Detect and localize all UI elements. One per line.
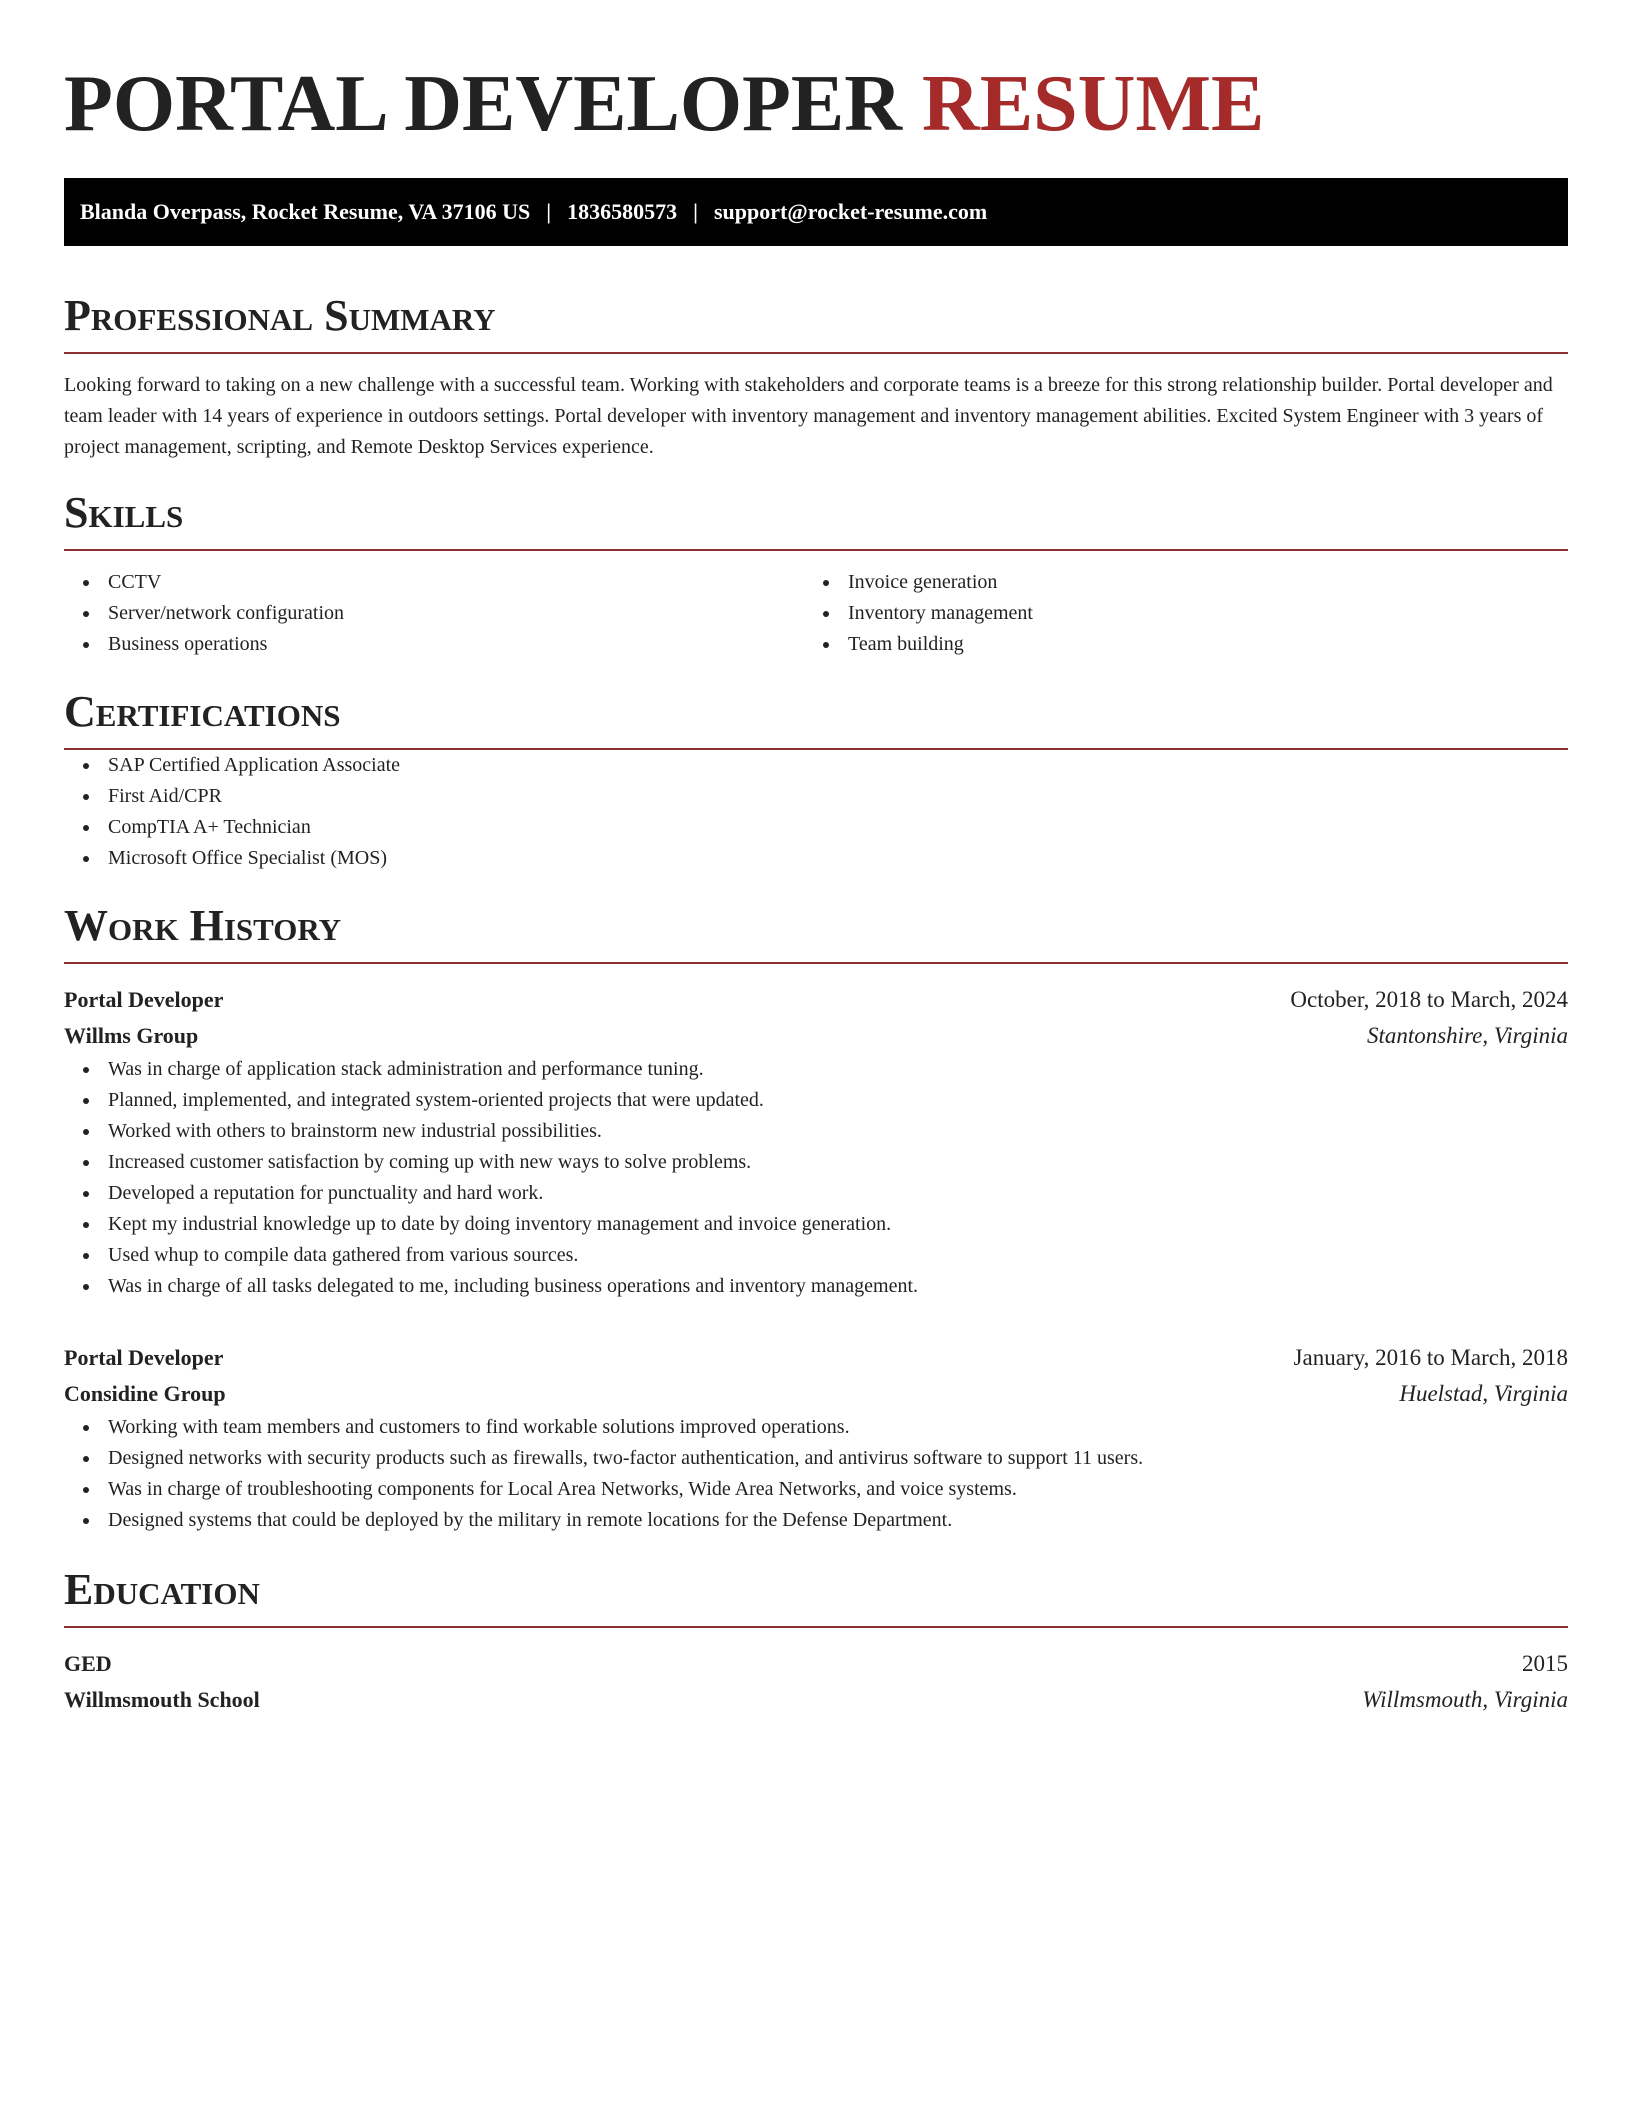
education-school: Willmsmouth School xyxy=(64,1687,260,1712)
job-bullet: Used whup to compile data gathered from various sources. xyxy=(64,1240,1568,1271)
skills-right-column xyxy=(804,567,1544,660)
skill-item: Team building xyxy=(804,629,1544,660)
title-accent: RESUME xyxy=(922,60,1265,148)
job-title: Portal Developer xyxy=(64,1345,224,1370)
job-location: Stantonshire, Virginia xyxy=(1366,1023,1568,1048)
summary-text: Looking forward to taking on a new challenge with a successful team. Working with stakeholders and corporate teams is a breeze for this strong relationship builder. Portal developer and team leader with 14 years of experience in outdoors settings. Portal developer with inventory management and inventory management abilities. Excited System Engineer with 3 years of project management, scripting, and Remote Desktop Services experience. xyxy=(64,374,1553,458)
skill-item: Inventory management xyxy=(804,598,1544,629)
certification-item: Microsoft Office Specialist (MOS) xyxy=(64,843,1568,874)
education-heading: Education xyxy=(64,1565,260,1614)
job-bullet: Was in charge of troubleshooting components for Local Area Networks, Wide Area Networks, and voice systems. xyxy=(64,1474,1568,1505)
section-divider xyxy=(64,352,1568,354)
job-header-row xyxy=(64,982,1568,1018)
job-dates: October, 2018 to March, 2024 xyxy=(1290,987,1568,1012)
section-divider xyxy=(64,962,1568,964)
certification-item: SAP Certified Application Associate xyxy=(64,750,1568,781)
education-school-row xyxy=(64,1682,1568,1718)
summary-heading: Professional Summary xyxy=(64,291,496,340)
contact-separator: | xyxy=(546,199,552,224)
job-bullet: Developed a reputation for punctuality and hard work. xyxy=(64,1178,1568,1209)
education-location: Willmsmouth, Virginia xyxy=(1362,1687,1568,1712)
education-header-row xyxy=(64,1646,1568,1682)
summary-section xyxy=(64,290,1568,463)
section-divider xyxy=(64,549,1568,551)
education-year: 2015 xyxy=(1522,1651,1568,1676)
job-bullet: Designed systems that could be deployed by the military in remote locations for the Defense Department. xyxy=(64,1505,1568,1536)
work-history-heading: Work History xyxy=(64,901,342,950)
contact-email: support@rocket-resume.com xyxy=(713,199,988,224)
job-bullet: Worked with others to brainstorm new industrial possibilities. xyxy=(64,1116,1568,1147)
job-responsibilities xyxy=(64,1412,1568,1536)
certification-item: First Aid/CPR xyxy=(64,781,1568,812)
education-section xyxy=(64,1564,1568,1718)
work-history-section xyxy=(64,900,1568,1536)
contact-separator: | xyxy=(693,199,698,224)
skills-left-column xyxy=(64,567,804,660)
job-bullet: Increased customer satisfaction by coming up with new ways to solve problems. xyxy=(64,1147,1568,1178)
job-company-row xyxy=(64,1376,1568,1412)
certifications-section xyxy=(64,686,1568,874)
education-degree: GED xyxy=(64,1651,112,1676)
job-bullet: Kept my industrial knowledge up to date by doing inventory management and invoice generation. xyxy=(64,1209,1568,1240)
job-company-row xyxy=(64,1018,1568,1054)
certification-item: CompTIA A+ Technician xyxy=(64,812,1568,843)
job-bullet: Planned, implemented, and integrated system-oriented projects that were updated. xyxy=(64,1085,1568,1116)
job-entry xyxy=(64,1340,1568,1536)
job-bullet: Was in charge of all tasks delegated to me, including business operations and inventory management. xyxy=(64,1271,1568,1302)
title-main: PORTAL DEVELOPER xyxy=(64,60,903,148)
job-title: Portal Developer xyxy=(64,987,224,1012)
skill-item: Invoice generation xyxy=(804,567,1544,598)
job-company: Considine Group xyxy=(64,1381,226,1406)
certifications-list xyxy=(64,750,1568,874)
certifications-heading: Certifications xyxy=(64,687,341,736)
contact-address: Blanda Overpass, Rocket Resume, VA 37106 US xyxy=(80,199,531,224)
job-dates: January, 2016 to March, 2018 xyxy=(1293,1345,1568,1370)
job-location: Huelstad, Virginia xyxy=(1399,1381,1568,1406)
job-responsibilities xyxy=(64,1054,1568,1302)
job-bullet: Was in charge of application stack administration and performance tuning. xyxy=(64,1054,1568,1085)
job-company: Willms Group xyxy=(64,1023,199,1048)
contact-phone: 1836580573 xyxy=(567,199,678,224)
job-bullet: Working with team members and customers to find workable solutions improved operations. xyxy=(64,1412,1568,1443)
education-entry xyxy=(64,1646,1568,1718)
section-divider xyxy=(64,1626,1568,1628)
job-entry xyxy=(64,982,1568,1302)
skill-item: CCTV xyxy=(64,567,804,598)
skills-grid xyxy=(64,567,1568,660)
skills-section xyxy=(64,487,1568,660)
resume-title xyxy=(64,58,1568,150)
skills-heading: Skills xyxy=(64,488,184,537)
contact-bar xyxy=(64,178,1568,246)
job-header-row xyxy=(64,1340,1568,1376)
job-bullet: Designed networks with security products such as firewalls, two-factor authentication, and antivirus software to support 11 users. xyxy=(64,1443,1568,1474)
skill-item: Business operations xyxy=(64,629,804,660)
skill-item: Server/network configuration xyxy=(64,598,804,629)
